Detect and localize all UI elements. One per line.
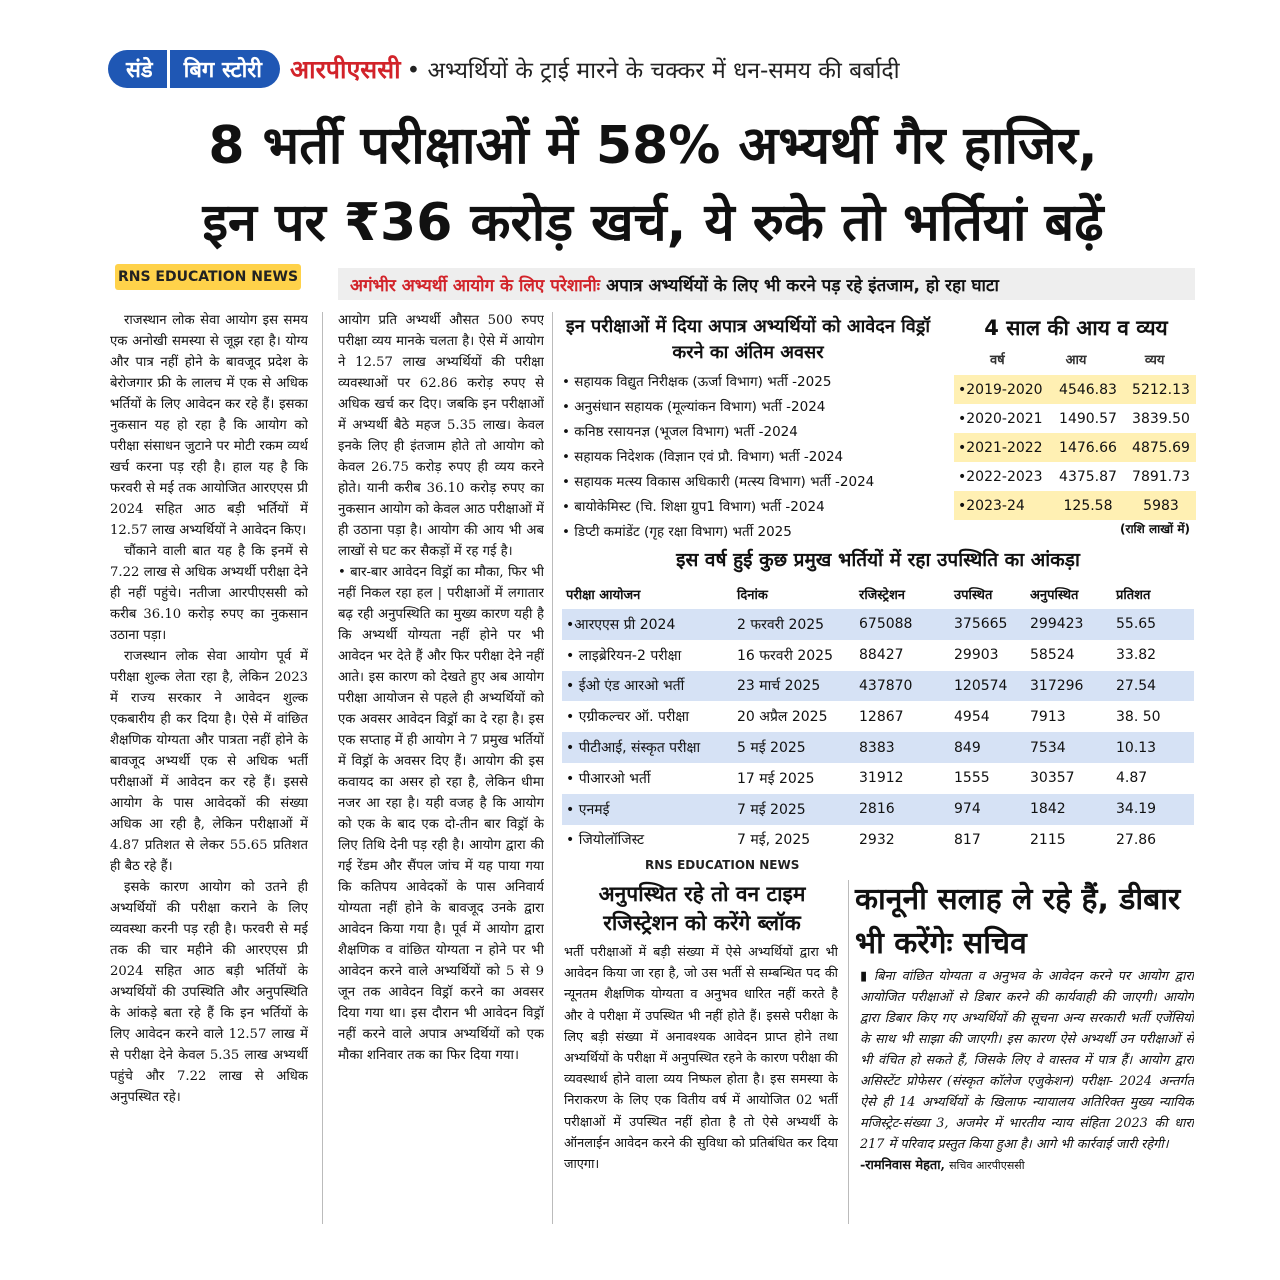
story2-source: RNS EDUCATION NEWS [645, 858, 800, 872]
list-item: • अनुसंधान सहायक (मूल्यांकन विभाग) भर्ती -2024 [562, 395, 942, 420]
cell-absent: 7913 [1030, 708, 1066, 725]
attendance-title: इस वर्ष हुई कुछ प्रमुख भर्तियों में रहा उपस्थिति का आंकड़ा [676, 549, 1080, 571]
cell-income: 4375.87 [1059, 468, 1117, 485]
cell-absent: 58524 [1030, 647, 1075, 664]
cell-expense: 5212.13 [1132, 381, 1190, 398]
table-row [954, 491, 1196, 520]
cell-date: 17 मई 2025 [737, 770, 815, 787]
cell-date: 7 मई, 2025 [737, 832, 811, 849]
table-row [562, 701, 1194, 732]
top-strip [108, 48, 1198, 90]
story2-body: भर्ती परीक्षाओं में बड़ी संख्या में ऐसे अभ्यर्थियों द्वारा भी आवेदन किया जा रहा है, जो उस भर्ती से सम्बन्धित पद की न्यूनतम शैक्षणिक योग्यता व अनुभव धारित नहीं करते है और वे परीक्षा में उपस्थित भी नहीं होते हैं। इससे परीक्षा के लिए बड़ी संख्या में अनावश्यक आवेदन प्राप्त होने तथा अभ्यर्थियों के परीक्षा में अनुपस्थित रहने के कारण परीक्षा की व्यवस्थार्थ होने वाला व्यय निष्फल होता है। इस समस्या के निराकरण के लिए एक वितीय वर्ष में आयोजित 02 भर्ती परीक्षाओं में उपस्थित नहीं होता है तो ऐसे अभ्यर्थी के ऑनलाईन आवेदन करने की सुविधा को प्रतिबंधित कर दिया जाएगा। [564, 945, 838, 1173]
table-row [954, 375, 1196, 404]
story3-signature: -रामनिवास मेहता, [860, 1158, 945, 1173]
cell-year: •2019-2020 [958, 381, 1043, 398]
headline-line-1: 8 भर्ती परीक्षाओं में 58% अभ्यर्थी गैर हाजिर, [208, 116, 1098, 176]
cell-percent: 38. 50 [1116, 708, 1161, 725]
cell-exam: • एनमई [566, 801, 610, 818]
cell-registration: 675088 [859, 616, 913, 633]
cell-present: 817 [954, 831, 981, 848]
cell-registration: 88427 [859, 647, 904, 664]
paragraph: • बार-बार आवेदन विड्रॉ का मौका, फिर भी नहीं निकल रहा हल | परीक्षाओं में लगातार बढ़ रही अनुपस्थिति का मुख्य कारण यही है कि अभ्यर्थी योग्यता नहीं होने पर भी आवेदन भर देते हैं और फिर परीक्षा देने नहीं आते। इस कारण को देखते हुए अब आयोग परीक्षा आयोजन से पहले ही अभ्यर्थियों को एक अवसर आवेदन विड्रॉ का दे रहा है। इस एक सप्ताह में ही आयोग ने 7 प्रमुख भर्तियों में विड्रॉ के अवसर दिए हैं। आयोग की इस कवायद का असर हो रहा है, लेकिन धीमा नजर आ रहा है। यही वजह है कि आयोग को एक के बाद एक दो-तीन बार विड्रॉ के लिए तिथि देनी पड़ रही है। आयोग द्वारा की गई रेंडम और सैंपल जांच में यह पाया गया कि कतिपय आवेदकों के पास अनिवार्य योग्यता नहीं होने के बावजूद उनके द्वारा आवेदन किया गया है। पूर्व में आयोग द्वारा शैक्षणिक व वांछित योग्यता न होने पर भी आवेदन करने वाले अभ्यर्थियों को 5 से 9 जून तक आवेदन विड्रॉ करने का अवसर दिया गया था। इस दौरान भी आवेदन विड्रॉ नहीं करने वाले अपात्र अभ्यर्थियों को एक मौका शनिवार तक का फिर दिया गया। [338, 565, 544, 1063]
cell-expense: 4875.69 [1132, 439, 1190, 456]
cell-percent: 34.19 [1116, 801, 1157, 818]
cell-absent: 30357 [1030, 770, 1075, 787]
paragraph: आयोग प्रति अभ्यर्थी औसत 500 रुपए परीक्षा व्यय मानके चलता है। ऐसे में आयोग ने 12.57 लाख अभ्यर्थियों की परीक्षा व्यवस्थाओं पर 62.86 करोड़ रुपए से अधिक खर्च कर दिए। जबकि इन परीक्षाओं में अभ्यर्थी बैठे महज 5.35 लाख। केवल इनके लिए ही इंतजाम होते तो आयोग को केवल 26.75 करोड़ रुपए ही व्यय करने होते। यानी करीब 36.10 करोड़ रुपए का नुकसान आयोग को केवल आठ परीक्षाओं में ही उठाना पड़ा है। आयोग की आय भी अब लाखों से घट कर सैकड़ों में रह गई है। [338, 313, 544, 559]
cell-income: 1476.66 [1059, 439, 1117, 456]
article-column-2 [338, 310, 544, 1226]
table-row [562, 732, 1194, 763]
attendance-table [562, 609, 1194, 855]
story3-title: कानूनी सलाह ले रहे हैं, डीबार भी करेंगेः सचिव [855, 882, 1181, 961]
cell-exam: • ईओ एंड आरओ भर्ती [566, 678, 685, 695]
cell-exam: • पीआरओ भर्ती [566, 770, 651, 787]
table-row [954, 462, 1196, 491]
column-divider [552, 312, 553, 1224]
table-row [562, 825, 1194, 856]
cell-income: 125.58 [1063, 497, 1113, 514]
deck-text: अपात्र अभ्यर्थियों के लिए भी करने पड़ रहे इंतजाम, हो रहा घाटा [606, 275, 999, 296]
story2-title: अनुपस्थित रहे तो वन टाइम रजिस्ट्रेशन को करेंगे ब्लॉक [598, 882, 806, 935]
article-column-1 [110, 310, 308, 1226]
cell-date: 16 फरवरी 2025 [737, 647, 833, 664]
cell-absent: 1842 [1030, 801, 1066, 818]
cell-present: 120574 [954, 677, 1008, 694]
section-badge [108, 50, 280, 88]
cell-exam: • लाइब्रेरियन-2 परीक्षा [566, 647, 682, 664]
cell-absent: 7534 [1030, 739, 1066, 756]
cell-expense: 7891.73 [1132, 468, 1190, 485]
cell-year: •2022-2023 [958, 468, 1043, 485]
header-date: दिनांक [737, 588, 768, 603]
cell-present: 1555 [954, 770, 990, 787]
table-row [562, 763, 1194, 794]
cell-present: 29903 [954, 647, 999, 664]
cell-percent: 10.13 [1116, 739, 1157, 756]
cell-exam: •आरएएस प्री 2024 [566, 616, 676, 633]
cell-income: 1490.57 [1059, 410, 1117, 427]
income-header-expense: व्यय [1144, 353, 1165, 368]
column-divider [848, 880, 849, 1224]
attendance-header [562, 582, 1194, 606]
headline-line-2: इन पर ₹36 करोड़ खर्च, ये रुके तो भर्तियां बढ़ें [202, 193, 1104, 253]
cell-registration: 2932 [859, 831, 895, 848]
cell-date: 23 मार्च 2025 [737, 678, 821, 695]
paragraph: इसके कारण आयोग को उतने ही अभ्यर्थियों की परीक्षा कराने के लिए व्यवस्था करनी पड़ रही है। फरवरी से मई तक की चार महीने की आरएएस प्री 2024 सहित आठ बड़ी भर्तियों के अभ्यर्थियों की उपस्थिति और अनुपस्थिति के आंकड़े बता रहे हैं कि इन भर्तियों के लिए आवेदन करने वाले 12.57 लाख में से परीक्षा देने केवल 5.35 लाख अभ्यर्थी पहुंचे और 7.22 लाख से अधिक अनुपस्थित रहे। [110, 880, 308, 1105]
cell-present: 849 [954, 739, 981, 756]
deck-red-text: अगंभीर अभ्यर्थी आयोग के लिए परेशानीः [350, 275, 601, 296]
cell-year: •2021-2022 [958, 439, 1043, 456]
story3-body: ▮ बिना वांछित योग्यता व अनुभव के आवेदन करने पर आयोग द्वारा आयोजित परीक्षाओं से डिबार करने की कार्यवाही की जाएगी। आयोग द्वारा डिबार किए गए अभ्यर्थियों की सूचना अन्य सरकारी भर्ती एजेंसियों के साथ भी साझा की जाएगी। इस कारण ऐसे अभ्यर्थी उन परीक्षाओं से भी वंचित हो सकते हैं, जिसके लिए वे वास्तव में पात्र हैं। आयोग द्वारा असिस्टेंट प्रोफेसर (संस्कृत कॉलेज एजुकेशन) परीक्षा- 2024 अन्तर्गत ऐसे ही 14 अभ्यर्थियों के खिलाफ न्यायालय अतिरिक्त मुख्य न्यायिक मजिस्ट्रेट-संख्या 3, अजमेर में भारतीय न्याय संहिता 2023 की धारा 217 में परिवाद प्रस्तुत किया हुआ है। आगे भी कार्रवाई जारी रहेगी। [860, 969, 1194, 1152]
cell-registration: 437870 [859, 677, 913, 694]
cell-percent: 27.86 [1116, 831, 1157, 848]
cell-absent: 317296 [1030, 677, 1084, 694]
cell-absent: 2115 [1030, 831, 1066, 848]
list-item: • सहायक विद्युत निरीक्षक (ऊर्जा विभाग) भर्ती -2025 [562, 370, 942, 395]
cell-exam: • एग्रीकल्चर ऑ. परीक्षा [566, 709, 689, 726]
withdraw-title: इन परीक्षाओं में दिया अपात्र अभ्यर्थियों को आवेदन विड्रॉ करने का अंतिम अवसर [565, 316, 931, 363]
story3-designation: सचिव आरपीएससी [949, 1159, 1025, 1172]
header-exam: परीक्षा आयोजन [566, 588, 641, 603]
paragraph: चौंकाने वाली बात यह है कि इनमें से 7.22 लाख से अधिक अभ्यर्थी परीक्षा देने ही नहीं पहुंचे। नतीजा आरपीएससी को करीब 36.10 करोड़ रुपए का नुकसान उठाना पड़ा। [110, 544, 308, 643]
cell-registration: 31912 [859, 770, 904, 787]
table-row [562, 794, 1194, 825]
cell-year: •2020-2021 [958, 410, 1043, 427]
income-title: 4 साल की आय व व्यय [984, 316, 1168, 340]
table-row [562, 640, 1194, 671]
cell-date: 5 मई 2025 [737, 740, 806, 757]
column-divider [322, 312, 323, 1224]
cell-year: •2023-24 [958, 497, 1025, 514]
cell-date: 7 मई 2025 [737, 801, 806, 818]
income-table [954, 375, 1196, 520]
cell-income: 4546.83 [1059, 381, 1117, 398]
cell-registration: 8383 [859, 739, 895, 756]
cell-registration: 12867 [859, 708, 904, 725]
badge-bigstory: बिग स्टोरी [183, 58, 263, 83]
source-badge: RNS EDUCATION NEWS [115, 264, 301, 290]
list-item: • सहायक निदेशक (विज्ञान एवं प्रौ. विभाग) भर्ती -2024 [562, 445, 942, 470]
table-row [562, 671, 1194, 702]
cell-exam: • जियोलॉजिस्ट [566, 832, 645, 849]
cell-percent: 33.82 [1116, 647, 1157, 664]
cell-percent: 4.87 [1116, 770, 1148, 787]
table-row [954, 433, 1196, 462]
withdraw-list [562, 370, 942, 545]
list-item: • कनिष्ठ रसायनज्ञ (भूजल विभाग) भर्ती -2024 [562, 420, 942, 445]
list-item: • डिप्टी कमांडेंट (गृह रक्षा विभाग) भर्ती 2025 [562, 520, 942, 545]
header-absent: अनुपस्थित [1030, 588, 1079, 603]
cell-date: 20 अप्रैल 2025 [737, 709, 828, 726]
income-header-year: वर्ष [989, 353, 1005, 368]
cell-date: 2 फरवरी 2025 [737, 616, 825, 633]
paragraph: राजस्थान लोक सेवा आयोग पूर्व में परीक्षा शुल्क लेता रहा है, लेकिन 2023 में राज्य सरकार ने आवेदन शुल्क एकबारीय ही कर दिया है। ऐसे में वांछित शैक्षणिक योग्यता और पात्रता नहीं होने के बावजूद अभ्यर्थी एक से अधिक भर्ती परीक्षाओं में आवेदन कर रहे हैं। इससे आयोग के पास आवेदकों की संख्या अधिक आ रही है, लेकिन परीक्षाओं में 4.87 प्रतिशत से लेकर 55.65 प्रतिशत ही बैठ रहे हैं। [110, 649, 308, 874]
header-percent: प्रतिशत [1116, 588, 1151, 603]
income-header-income: आय [1065, 353, 1087, 368]
list-item: • बायोकेमिस्ट (चि. शिक्षा ग्रुप1 विभाग) भर्ती -2024 [562, 495, 942, 520]
cell-present: 974 [954, 801, 981, 818]
cell-expense: 3839.50 [1132, 410, 1190, 427]
cell-present: 4954 [954, 708, 990, 725]
header-present: उपस्थित [954, 588, 993, 603]
kicker-text: • अभ्यर्थियों के ट्राई मारने के चक्कर में धन-समय की बर्बादी [406, 58, 900, 84]
income-header [958, 350, 1194, 368]
cell-exam: • पीटीआई, संस्कृत परीक्षा [566, 740, 701, 757]
topic-label: आरपीएससी [290, 55, 401, 84]
paragraph: राजस्थान लोक सेवा आयोग इस समय एक अनोखी समस्या से जूझ रहा है। योग्य और पात्र नहीं होने के बावजूद प्रदेश के बेरोजगार फ्री के लालच में एक से अधिक भर्तियों के लिए आवेदन कर रहे हैं। इसका नुकसान यह हो रहा है कि आयोग को परीक्षा संसाधन जुटाने पर मोटी रकम व्यर्थ खर्च करना पड़ रही है। हाल यह है कि फरवरी से मई तक आयोजित आरएएस प्री 2024 सहित आठ बड़ी भर्तियों में 12.57 लाख अभ्यर्थियों ने आवेदन किए। [110, 313, 308, 538]
story3-body-wrap [860, 966, 1194, 1226]
income-note: (राशि लाखों में) [1120, 522, 1190, 536]
header-registration: रजिस्ट्रेशन [859, 588, 905, 603]
cell-percent: 55.65 [1116, 616, 1157, 633]
cell-registration: 2816 [859, 801, 895, 818]
deck-strip [338, 268, 1195, 300]
cell-present: 375665 [954, 616, 1008, 633]
cell-absent: 299423 [1030, 616, 1084, 633]
cell-expense: 5983 [1143, 497, 1179, 514]
cell-percent: 27.54 [1116, 677, 1157, 694]
list-item: • सहायक मत्स्य विकास अधिकारी (मत्स्य विभाग) भर्ती -2024 [562, 470, 942, 495]
table-row [562, 609, 1194, 640]
badge-sunday: संडे [108, 50, 170, 88]
table-row [954, 404, 1196, 433]
